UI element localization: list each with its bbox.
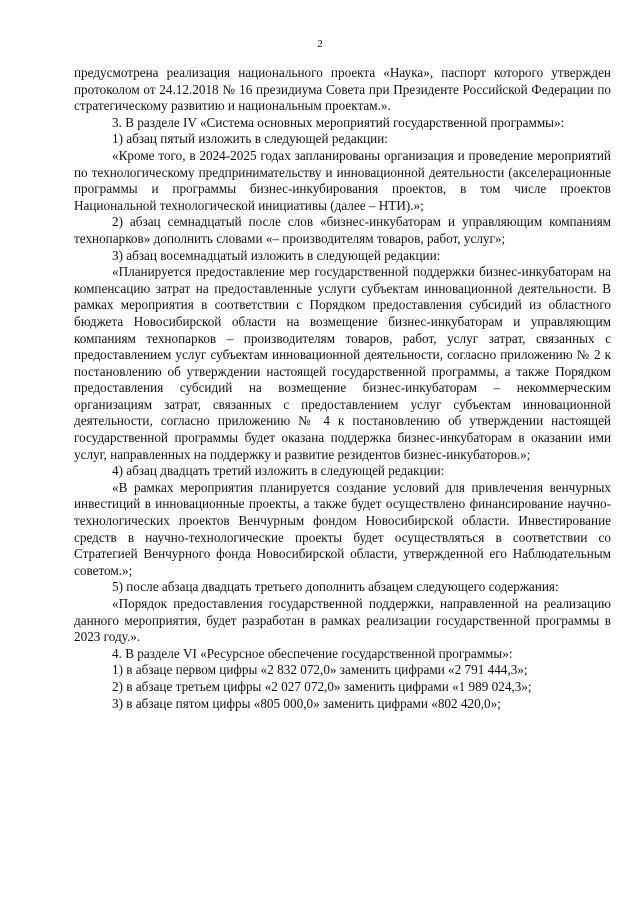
paragraph-quote-5: «Порядок предоставления государственной поддержки, направленной на реализацию данного мероприятия, будет разработан в рамках реализации государственной программы в 2023 году.». — [74, 596, 611, 645]
paragraph-section-4-item-1: 1) в абзаце первом цифры «2 832 072,0» заменить цифрами «2 791 444,3»; — [112, 662, 528, 678]
paragraph-item-2: 2) абзац семнадцатый после слов «бизнес-инкубаторам и управляющим компаниям технопарков» дополнить словами «– производителям товаров, работ, услуг»; — [74, 214, 611, 246]
paragraph-continuation: предусмотрена реализация национального проекта «Наука», паспорт которого утвержден протоколом от 24.12.2018 № 16 президиума Совета при Президенте Российской Федерации по стратегическому развитию и национальным проектам.». — [74, 65, 611, 114]
page-number: 2 — [317, 38, 323, 50]
paragraph-quote-1: «Кроме того, в 2024-2025 годах запланированы организация и проведение мероприятий по технологическому предпринимательству и инновационной деятельности (акселерационные программы и программы бизнес-инкубирования проектов, в том числе проектов Национальной технологической инициативы (далее – НТИ).»; — [74, 147, 611, 213]
paragraph-section-4-item-3: 3) в абзаце пятом цифры «805 000,0» заменить цифрами «802 420,0»; — [112, 695, 501, 711]
paragraph-item-5: 5) после абзаца двадцать третьего дополнить абзацем следующего содержания: — [112, 579, 559, 595]
paragraph-quote-3: «Планируется предоставление мер государственной поддержки бизнес-инкубаторам на компенсацию затрат на предоставленные услуги субъектам инновационной деятельности. В рамках мероприятия в соответствии с Порядком предоставления субсидий из областного бюджета Новосибирской области на возмещение бизнес-инкубаторам и управляющим компаниям технопарков – производителям товаров, работ, услуг затрат, связанных с предоставлением услуг субъектам инновационной деятельности, согласно приложению № 2 к постановлению об утверждении настоящей государственной программы, а также Порядком предоставления субсидий на возмещение бизнес-инкубаторам – некоммерческим организациям затрат, связанных с предоставлением услуг субъектам инновационной деятельности, согласно приложению № 4 к постановлению об утверждении настоящей государственной программы будет оказана поддержка бизнес-инкубаторам в оказании ими услуг, направленных на поддержку и развитие резидентов бизнес-инкубаторов.»; — [74, 264, 611, 462]
document-body — [74, 65, 611, 712]
paragraph-item-3: 3) абзац восемнадцатый изложить в следующей редакции: — [112, 247, 441, 263]
paragraph-item-4: 4) абзац двадцать третий изложить в следующей редакции: — [112, 463, 445, 479]
paragraph-quote-4: «В рамках мероприятия планируется создание условий для привлечения венчурных инвестиций в инновационные проекты, а также будет осуществлено финансирование научно-технологических проектов Венчурным фондом Новосибирской области. Инвестирование средств в научно-технологические проекты будет осуществляться в соответствии со Стратегией Венчурного фонда Новосибирской области, утвержденной его Наблюдательным советом.»; — [74, 479, 611, 578]
paragraph-section-4-item-2: 2) в абзаце третьем цифры «2 027 072,0» заменить цифрами «1 989 024,3»; — [112, 678, 532, 694]
paragraph-item-1: 1) абзац пятый изложить в следующей редакции: — [112, 131, 388, 147]
paragraph-section-4-heading: 4. В разделе VI «Ресурсное обеспечение государственной программы»: — [112, 645, 513, 661]
paragraph-section-3-heading: 3. В разделе IV «Система основных мероприятий государственной программы»: — [112, 114, 565, 130]
